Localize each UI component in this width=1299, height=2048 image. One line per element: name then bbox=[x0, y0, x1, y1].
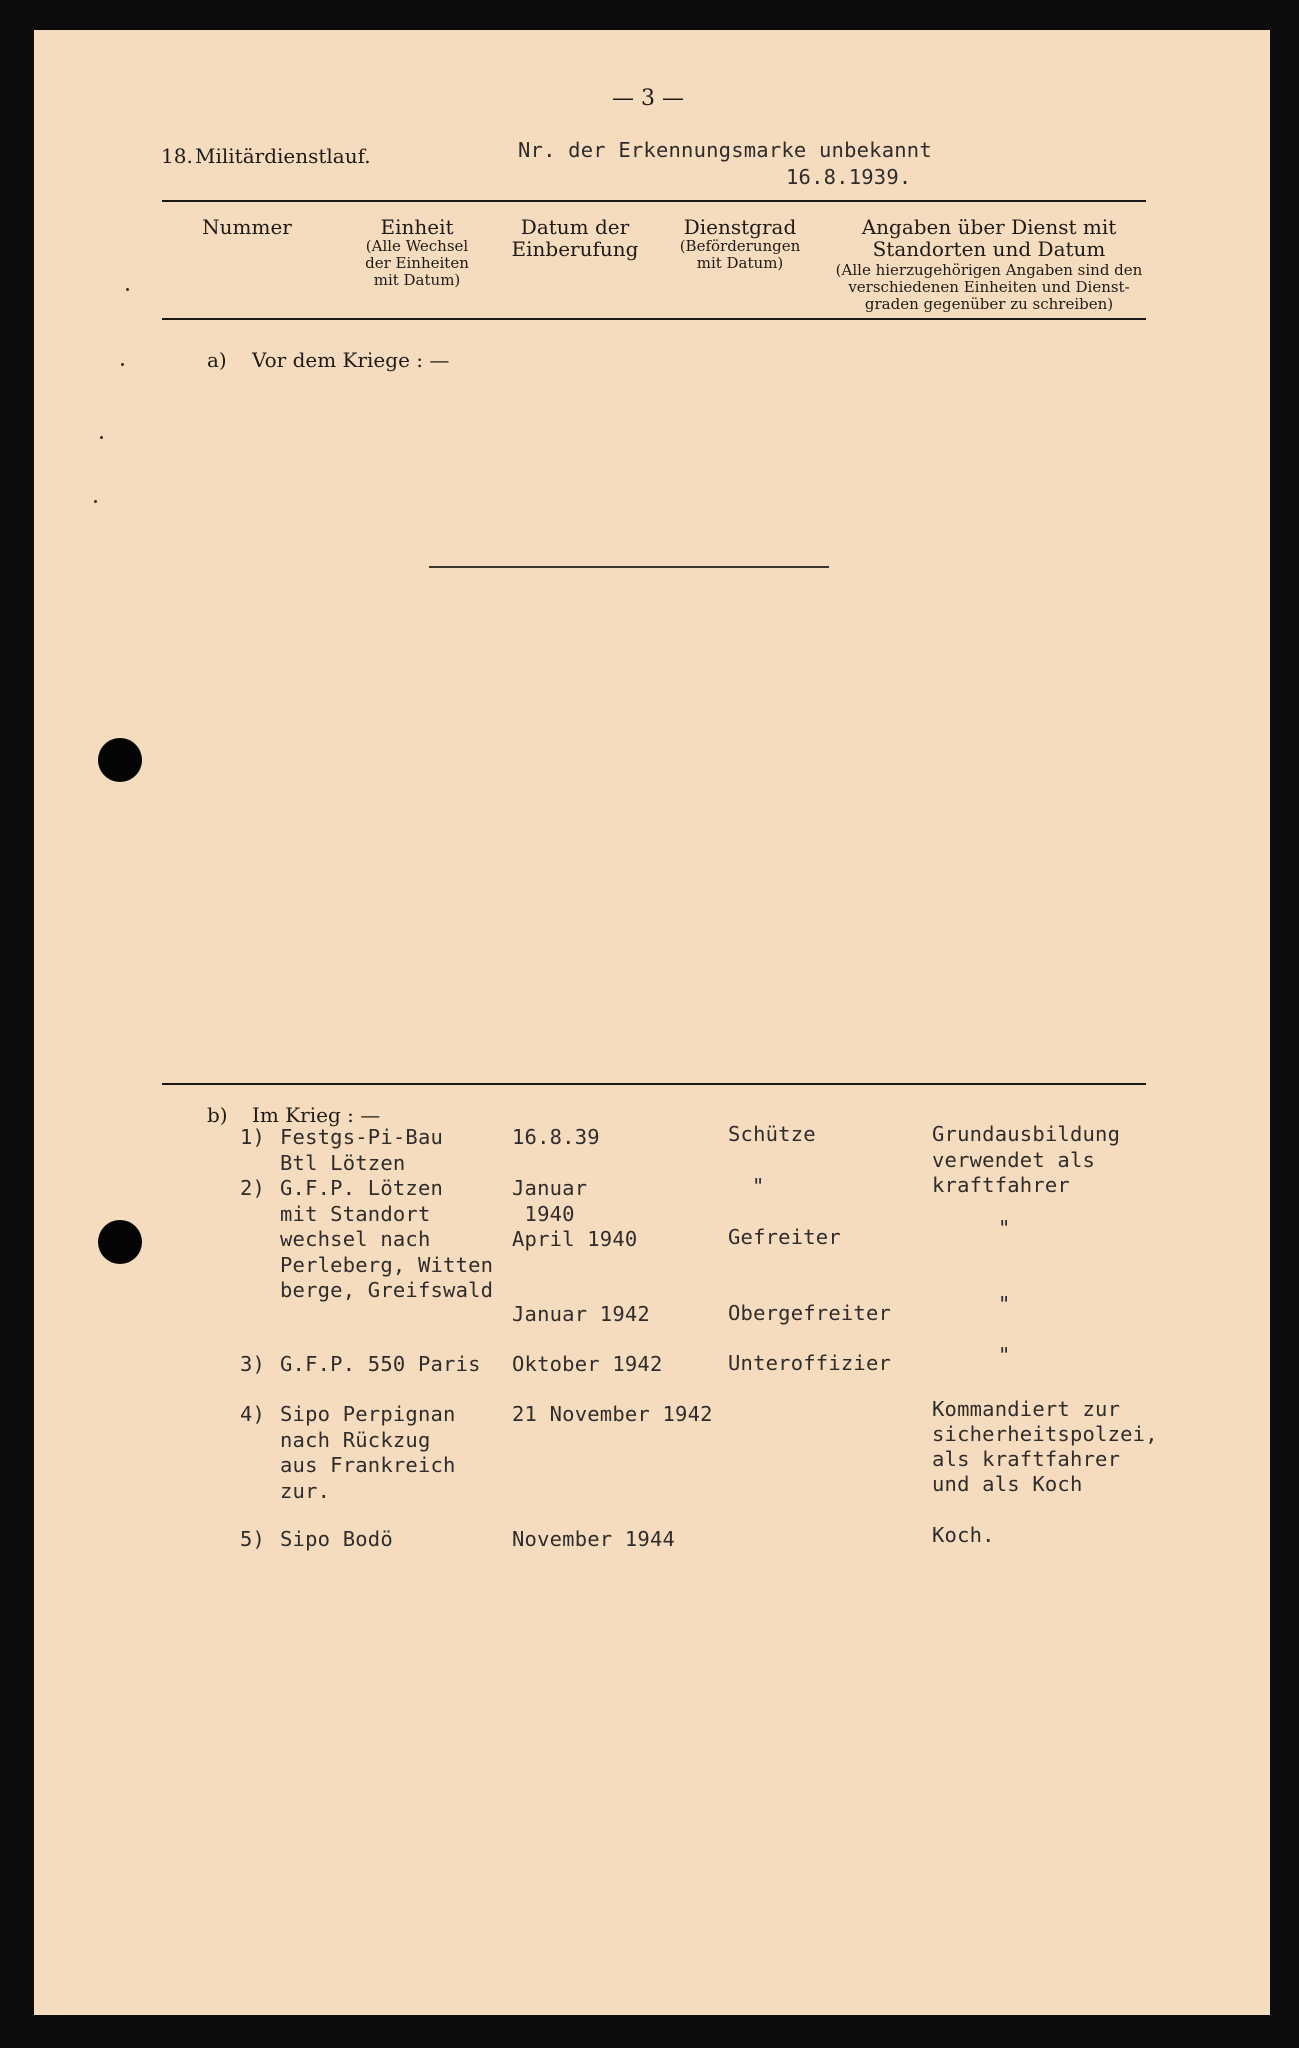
paper-speck bbox=[94, 500, 97, 503]
part-b-title: Im Krieg : — bbox=[252, 1103, 381, 1127]
column-header-service: Angaben über Dienst mit Standorten und Datum bbox=[861, 215, 1117, 261]
punch-hole bbox=[98, 1220, 142, 1264]
column-header-rank-note: (Beförderungen mit Datum) bbox=[679, 237, 801, 272]
entry-date: Januar 1940 bbox=[512, 1176, 588, 1226]
column-header-unit: Einheit bbox=[380, 215, 454, 239]
part-b-top-rule bbox=[162, 1083, 1146, 1085]
entry-number: 1) bbox=[240, 1125, 266, 1149]
entry-unit: Sipo Bodö bbox=[280, 1527, 393, 1551]
column-header-number: Nummer bbox=[202, 215, 292, 239]
paper-speck bbox=[126, 288, 129, 291]
entry-date: Oktober 1942 bbox=[512, 1352, 663, 1376]
entry-date: 21 November 1942 bbox=[512, 1402, 713, 1426]
column-header-rank: Dienstgrad bbox=[683, 215, 797, 239]
entry-service: Kommandiert zur sicherheitspolzei, als kraftfahrer und als Koch bbox=[932, 1397, 1158, 1496]
page-number: — 3 — bbox=[612, 86, 684, 111]
document-page bbox=[34, 30, 1270, 2015]
entry-date: Januar 1942 bbox=[512, 1302, 650, 1326]
paper-speck bbox=[121, 363, 124, 366]
entry-number: 2) bbox=[240, 1176, 266, 1200]
entry-rank: Unteroffizier bbox=[728, 1351, 892, 1375]
entry-service: Grundausbildung verwendet als kraftfahrer bbox=[932, 1122, 1121, 1197]
header-bottom-rule bbox=[162, 318, 1146, 320]
entry-number: 5) bbox=[240, 1527, 266, 1551]
entry-unit: G.F.P. Lötzen mit Standort wechsel nach Perleberg, Witten berge, Greifswald bbox=[280, 1176, 494, 1302]
entry-rank: Schütze bbox=[728, 1122, 816, 1146]
entry-rank: Obergefreiter bbox=[728, 1301, 892, 1325]
entry-date: April 1940 bbox=[512, 1227, 638, 1251]
punch-hole bbox=[98, 738, 142, 782]
column-header-unit-note: (Alle Wechsel der Einheiten mit Datum) bbox=[365, 237, 469, 289]
section-number: 18. bbox=[161, 144, 193, 168]
part-a-empty-line bbox=[429, 566, 829, 568]
section-title: Militärdienstlauf. bbox=[195, 144, 371, 168]
entry-rank: " bbox=[752, 1174, 765, 1198]
header-top-rule bbox=[162, 200, 1146, 202]
paper-speck bbox=[100, 436, 103, 439]
entry-service: " bbox=[998, 1343, 1011, 1367]
part-a-title: Vor dem Kriege : — bbox=[252, 348, 450, 372]
identity-tag-date: 16.8.1939. bbox=[786, 165, 912, 189]
entry-service: Koch. bbox=[932, 1523, 995, 1547]
entry-unit: G.F.P. 550 Paris bbox=[280, 1352, 481, 1376]
entry-date: 16.8.39 bbox=[512, 1125, 600, 1149]
entry-service: " bbox=[998, 1292, 1011, 1316]
identity-tag-line: Nr. der Erkennungsmarke unbekannt bbox=[518, 138, 932, 162]
column-header-date: Datum der Einberufung bbox=[511, 215, 639, 261]
entry-rank: Gefreiter bbox=[728, 1225, 841, 1249]
entry-service: " bbox=[998, 1216, 1011, 1240]
entry-date: November 1944 bbox=[512, 1527, 676, 1551]
entry-unit: Festgs-Pi-Bau Btl Lötzen bbox=[280, 1125, 444, 1175]
entry-unit: Sipo Perpignan nach Rückzug aus Frankreich zur. bbox=[280, 1402, 456, 1503]
part-a-label: a) bbox=[207, 348, 227, 372]
entry-number: 3) bbox=[240, 1352, 266, 1376]
part-b-label: b) bbox=[207, 1103, 228, 1127]
column-header-service-note: (Alle hierzugehörigen Angaben sind den verschiedenen Einheiten und Dienst- graden gegenüber zu schreiben) bbox=[835, 261, 1143, 313]
entry-number: 4) bbox=[240, 1402, 266, 1426]
